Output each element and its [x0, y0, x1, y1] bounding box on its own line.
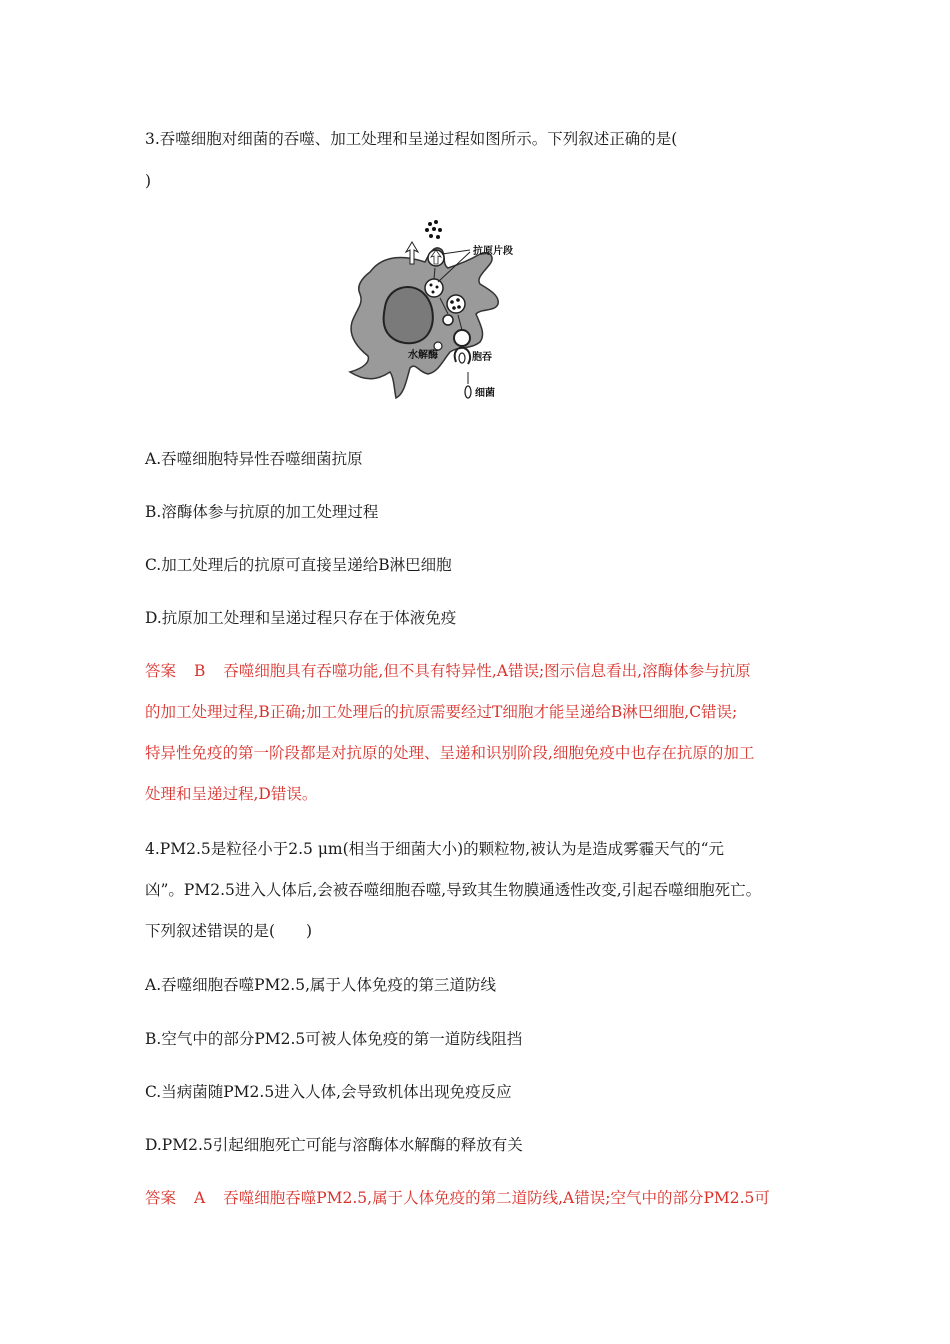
engulfing-bacteria [459, 353, 465, 363]
q3-answer-text1: 吞噬细胞具有吞噬功能,但不具有特异性,A错误;图示信息看出,溶酶体参与抗原 [223, 662, 751, 680]
q4-option-a: A.吞噬细胞吞噬PM2.5,属于人体免疫的第三道防线 [145, 976, 496, 994]
q3-answer-letter: B [194, 662, 206, 680]
q3-stem-line2: ) [145, 172, 152, 190]
q4-stem-line1: 4.PM2.5是粒径小于2.5 μm(相当于细菌大小)的颗粒物,被认为是造成雾霾天气的“元 [145, 840, 725, 858]
phagosome-bacteria-ring [454, 330, 470, 346]
label-antigen-fragment: 抗原片段 [473, 246, 513, 257]
q3-answer-line1 [145, 660, 751, 682]
bacteria-shape [465, 386, 471, 398]
q4-answer-key: 答案 [145, 1189, 177, 1207]
label-hydrolase: 水解酶 [408, 350, 438, 361]
q4-answer-text1: 吞噬细胞吞噬PM2.5,属于人体免疫的第二道防线,A错误;空气中的部分PM2.5可 [223, 1189, 770, 1207]
vesicle-mid [425, 279, 443, 297]
q4-stem-line3: 下列叙述错误的是( ) [145, 922, 313, 940]
q4-answer-line1 [145, 1187, 770, 1209]
q4-option-c: C.当病菌随PM2.5进入人体,会导致机体出现免疫反应 [145, 1083, 512, 1101]
q3-option-d: D.抗原加工处理和呈递过程只存在于体液免疫 [145, 609, 457, 627]
lysosome-small [434, 342, 442, 350]
q3-option-a: A.吞噬细胞特异性吞噬细菌抗原 [145, 450, 363, 468]
phagocyte-diagram-svg [330, 212, 530, 412]
phagocyte-diagram [330, 212, 530, 412]
label-bacteria: 细菌 [475, 388, 495, 399]
q4-stem-line2: 凶”。PM2.5进入人体后,会被吞噬细胞吞噬,导致其生物膜通透性改变,引起吞噬细胞死亡。 [145, 881, 762, 899]
q3-answer-line4: 处理和呈递过程,D错误。 [145, 785, 318, 803]
q3-option-c: C.加工处理后的抗原可直接呈递给B淋巴细胞 [145, 556, 452, 574]
released-antigen-dots [425, 220, 442, 239]
q4-option-b: B.空气中的部分PM2.5可被人体免疫的第一道防线阻挡 [145, 1030, 523, 1048]
q4-option-d: D.PM2.5引起细胞死亡可能与溶酶体水解酶的释放有关 [145, 1136, 523, 1154]
q4-answer-letter: A [194, 1189, 206, 1207]
phagosome [443, 315, 453, 325]
q3-answer-line2: 的加工处理过程,B正确;加工处理后的抗原需要经过T细胞才能呈递给B淋巴细胞,C错误; [145, 703, 738, 721]
q3-option-b: B.溶酶体参与抗原的加工处理过程 [145, 503, 379, 521]
lysosome-fusion [447, 295, 465, 313]
q3-answer-line3: 特异性免疫的第一阶段都是对抗原的处理、呈递和识别阶段,细胞免疫中也存在抗原的加工 [145, 744, 755, 762]
q3-answer-key: 答案 [145, 662, 177, 680]
label-engulf: 胞吞 [472, 352, 492, 363]
nucleus [384, 287, 433, 343]
q3-stem-line1: 3.吞噬细胞对细菌的吞噬、加工处理和呈递过程如图所示。下列叙述正确的是( [145, 130, 678, 148]
